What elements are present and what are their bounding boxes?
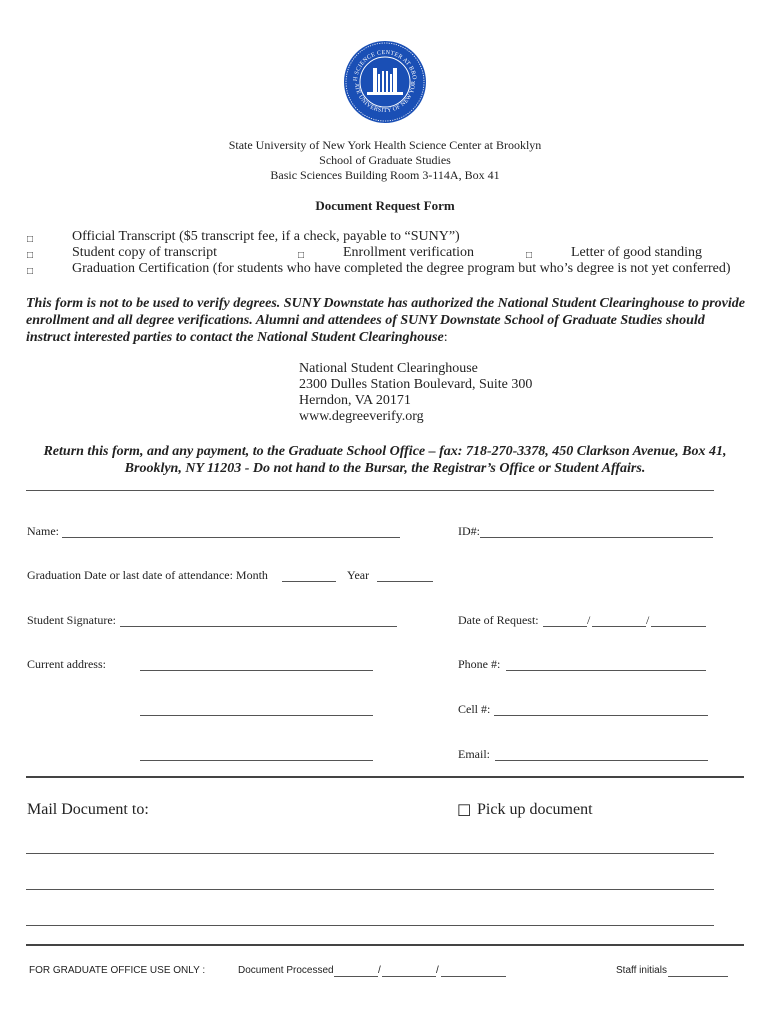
request-year-input-line[interactable] — [651, 626, 706, 627]
clearinghouse-city: Herndon, VA 20171 — [299, 393, 411, 408]
address-line-2[interactable] — [140, 715, 373, 716]
clearinghouse-name: National Student Clearinghouse — [299, 361, 478, 376]
processed-year-line[interactable] — [441, 976, 506, 977]
graduation-month-label: Graduation Date or last date of attendance: Month — [27, 568, 268, 582]
graduation-certification-label: Graduation Certification (for students who have completed the degree program but who’s degree is not yet conferred) — [72, 261, 731, 276]
graduation-month-input-line[interactable] — [282, 581, 336, 582]
notice-line-3: instruct interested parties to contact the National Student Clearinghouse — [26, 330, 444, 345]
phone-input-line[interactable] — [506, 670, 706, 671]
notice-line-2: enrollment and all degree verifications. Alumni and attendees of SUNY Downstate School of Graduate Studies should — [26, 313, 705, 328]
form-title: Document Request Form — [315, 198, 455, 213]
mail-document-label: Mail Document to: — [27, 801, 149, 818]
return-notice-line-1: Return this form, and any payment, to the Graduate School Office – fax: 718-270-3378, 450 Clarkson Avenue, Box 41, — [43, 444, 727, 459]
processed-day-line[interactable] — [382, 976, 436, 977]
return-notice-line-2: Brooklyn, NY 11203 - Do not hand to the Bursar, the Registrar’s Office or Student Affairs. — [124, 461, 646, 476]
date-of-request-label: Date of Request: — [458, 613, 539, 627]
graduation-certification-checkbox[interactable]: □ — [27, 266, 34, 277]
good-standing-label: Letter of good standing — [571, 245, 703, 260]
delivery-divider — [26, 776, 744, 778]
name-input-line[interactable] — [62, 537, 400, 538]
section-divider — [26, 490, 714, 491]
clearinghouse-address — [299, 361, 532, 425]
processed-separator-2: / — [436, 965, 439, 976]
staff-initials-line[interactable] — [668, 976, 728, 977]
office-location: Basic Sciences Building Room 3-114A, Box 41 — [270, 168, 500, 182]
cell-label: Cell #: — [458, 702, 491, 716]
student-copy-label: Student copy of transcript — [72, 245, 218, 260]
office-divider — [26, 944, 744, 946]
clearinghouse-street: 2300 Dulles Station Boulevard, Suite 300 — [299, 377, 533, 392]
processed-separator-1: / — [378, 965, 381, 976]
clearinghouse-website: www.degreeverify.org — [299, 409, 424, 424]
request-month-input-line[interactable] — [543, 626, 587, 627]
phone-label: Phone #: — [458, 657, 501, 671]
mail-address-line-1[interactable] — [26, 853, 714, 854]
official-transcript-label: Official Transcript ($5 transcript fee, if a check, payable to “SUNY”) — [72, 229, 460, 244]
graduation-year-input-line[interactable] — [377, 581, 433, 582]
current-address-label: Current address: — [27, 657, 106, 671]
school-name: School of Graduate Studies — [319, 153, 451, 167]
mail-address-line-3[interactable] — [26, 925, 714, 926]
id-input-line[interactable] — [480, 537, 713, 538]
student-copy-checkbox[interactable]: □ — [27, 250, 34, 261]
processed-month-line[interactable] — [334, 976, 378, 977]
seal-text-bottom: ATE UNIVERSITY OF NEW YOR — [352, 80, 418, 115]
official-transcript-checkbox[interactable]: □ — [27, 234, 34, 245]
name-label: Name: — [27, 524, 59, 538]
pickup-checkbox[interactable]: ☐ — [457, 803, 472, 820]
notice-colon: : — [443, 330, 448, 345]
signature-input-line[interactable] — [120, 626, 397, 627]
id-label: ID#: — [458, 524, 480, 538]
signature-label: Student Signature: — [27, 613, 116, 627]
request-day-input-line[interactable] — [592, 626, 646, 627]
date-separator-2: / — [646, 613, 650, 627]
email-label: Email: — [458, 747, 490, 761]
return-notice — [0, 443, 770, 477]
verification-notice — [26, 295, 756, 346]
graduation-year-label: Year — [347, 568, 370, 582]
staff-initials-label: Staff initials — [616, 965, 667, 976]
email-input-line[interactable] — [495, 760, 708, 761]
seal-text-top: H SCIENCE CENTER AT BRO — [352, 49, 417, 82]
institution-name: State University of New York Health Science Center at Brooklyn — [228, 138, 542, 152]
address-line-3[interactable] — [140, 760, 373, 761]
cell-input-line[interactable] — [494, 715, 708, 716]
good-standing-checkbox[interactable]: □ — [526, 250, 533, 261]
address-line-1[interactable] — [140, 670, 373, 671]
header-block — [0, 138, 770, 183]
university-seal — [343, 40, 427, 124]
mail-address-line-2[interactable] — [26, 889, 714, 890]
notice-line-1: This form is not to be used to verify degrees. SUNY Downstate has authorized the National Student Clearinghouse to provide — [26, 296, 745, 311]
enrollment-verification-label: Enrollment verification — [343, 245, 475, 260]
date-separator-1: / — [587, 613, 591, 627]
document-processed-label: Document Processed — [238, 965, 334, 976]
seal-graphic — [343, 40, 427, 124]
enrollment-verification-checkbox[interactable]: □ — [298, 250, 305, 261]
pickup-label: Pick up document — [477, 801, 593, 818]
office-use-label: FOR GRADUATE OFFICE USE ONLY : — [29, 965, 206, 976]
